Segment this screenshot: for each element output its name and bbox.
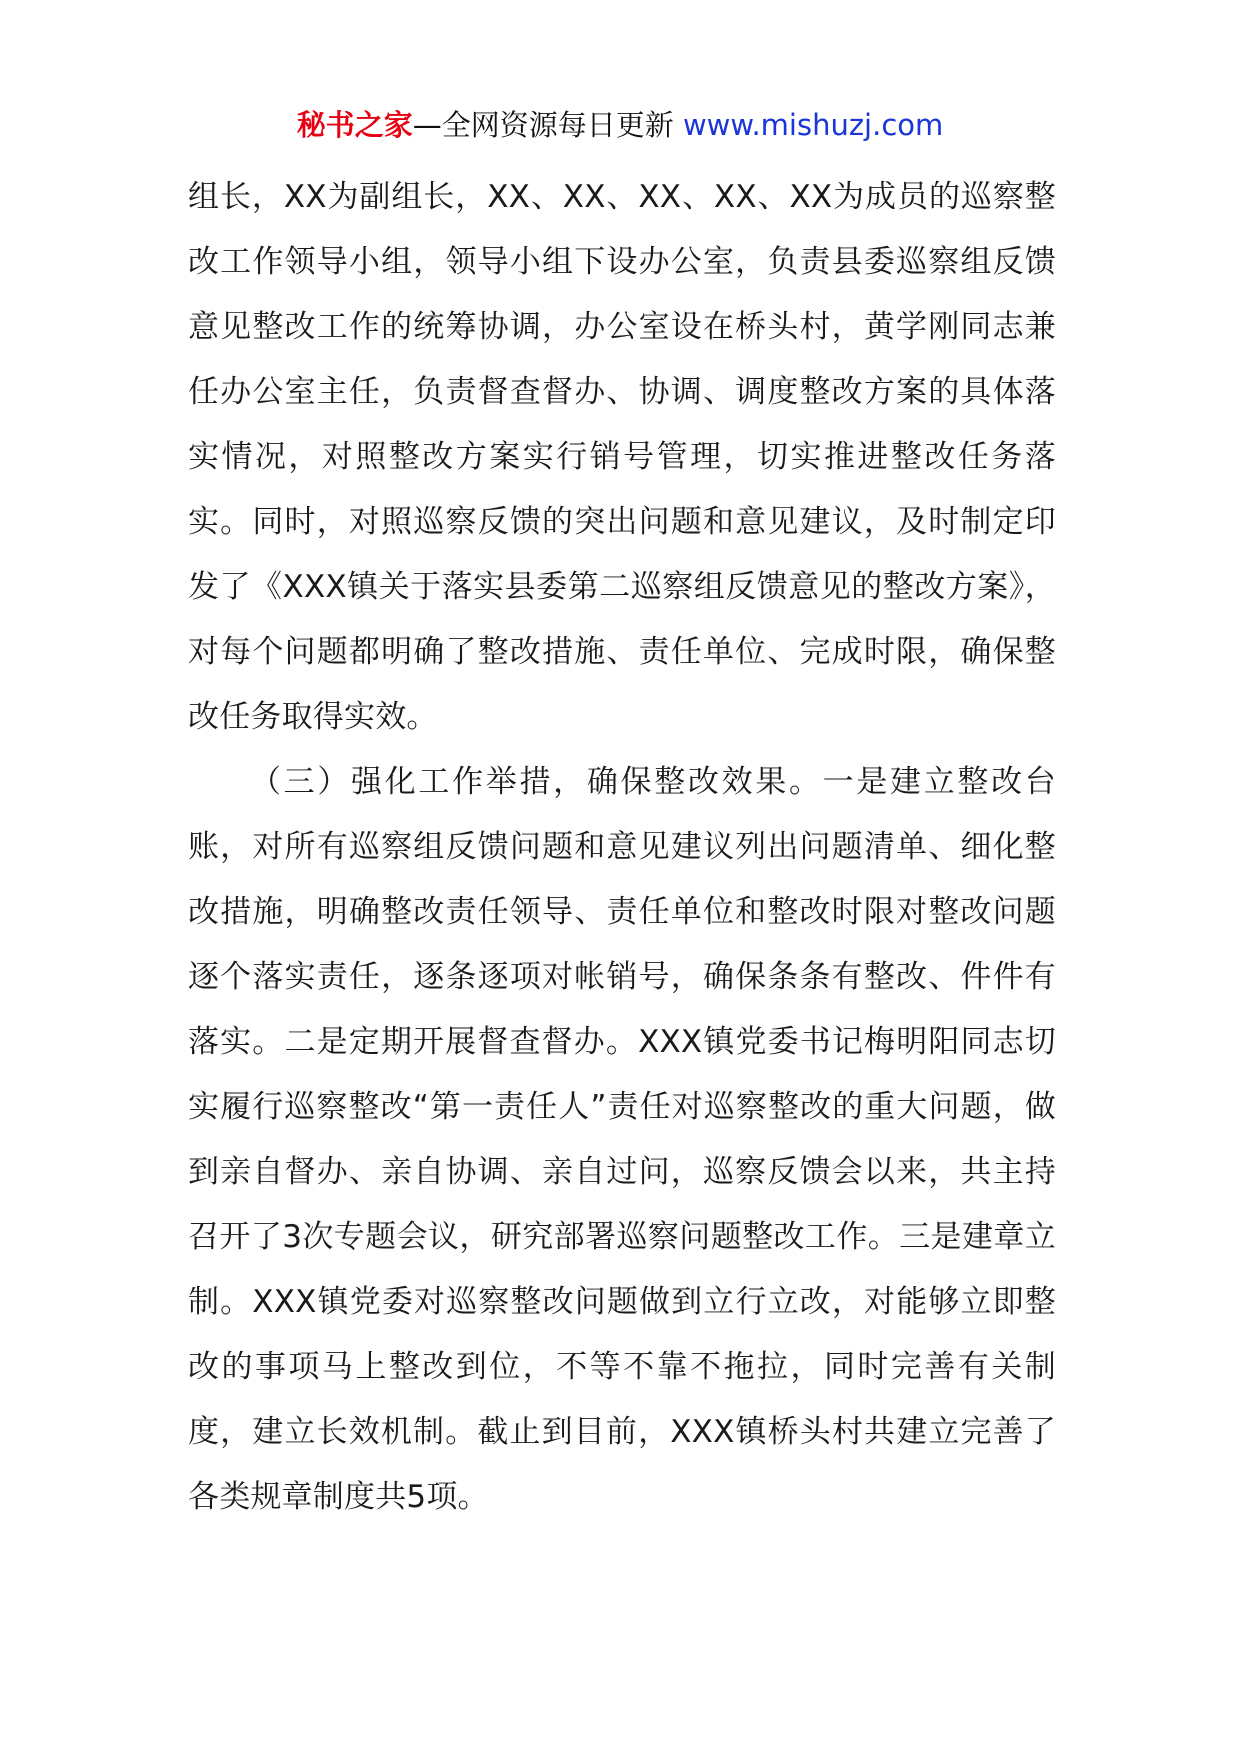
paragraph-section-three: （三）强化工作举措，确保整改效果。一是建立整改台账，对所有巡察组反馈问题和意见建议列出问题清单、细化整改措施，明确整改责任领导、责任单位和整改时限对整改问题逐个落实责任，逐条逐项对帐销号，确保条条有整改、件件有落实。二是定期开展督查督办。XXX镇党委书记梅明阳同志切实履行巡察整改“第一责任人”责任对巡察整改的重大问题，做到亲自督办、亲自协调、亲自过问，巡察反馈会以来，共主持召开了3次专题会议，研究部署巡察问题整改工作。三是建章立制。XXX镇党委对巡察整改问题做到立行立改，对能够立即整改的事项马上整改到位，不等不靠不拖拉，同时完善有关制度，建立长效机制。截止到目前，XXX镇桥头村共建立完善了各类规章制度共5项。 bbox=[188, 764, 1056, 1515]
page-header bbox=[0, 98, 1240, 152]
site-url-link[interactable]: www.mishuzj.com bbox=[682, 108, 944, 142]
paragraph-continued: 组长，XX为副组长，XX、XX、XX、XX、XX为成员的巡察整改工作领导小组，领导小组下设办公室，负责县委巡察组反馈意见整改工作的统筹协调，办公室设在桥头村，黄学刚同志兼任办公室主任，负责督查督办、协调、调度整改方案的具体落实情况，对照整改方案实行销号管理，切实推进整改任务落实。同时，对照巡察反馈的突出问题和意见建议，及时制定印发了《XXX镇关于落实县委第二巡察组反馈意见的整改方案》，对每个问题都明确了整改措施、责任单位、完成时限，确保整改任务取得实效。 bbox=[188, 179, 1056, 735]
brand-name: 秘书之家 bbox=[296, 108, 413, 142]
document-body bbox=[188, 165, 1056, 1530]
header-tagline: —全网资源每日更新 bbox=[412, 108, 674, 142]
